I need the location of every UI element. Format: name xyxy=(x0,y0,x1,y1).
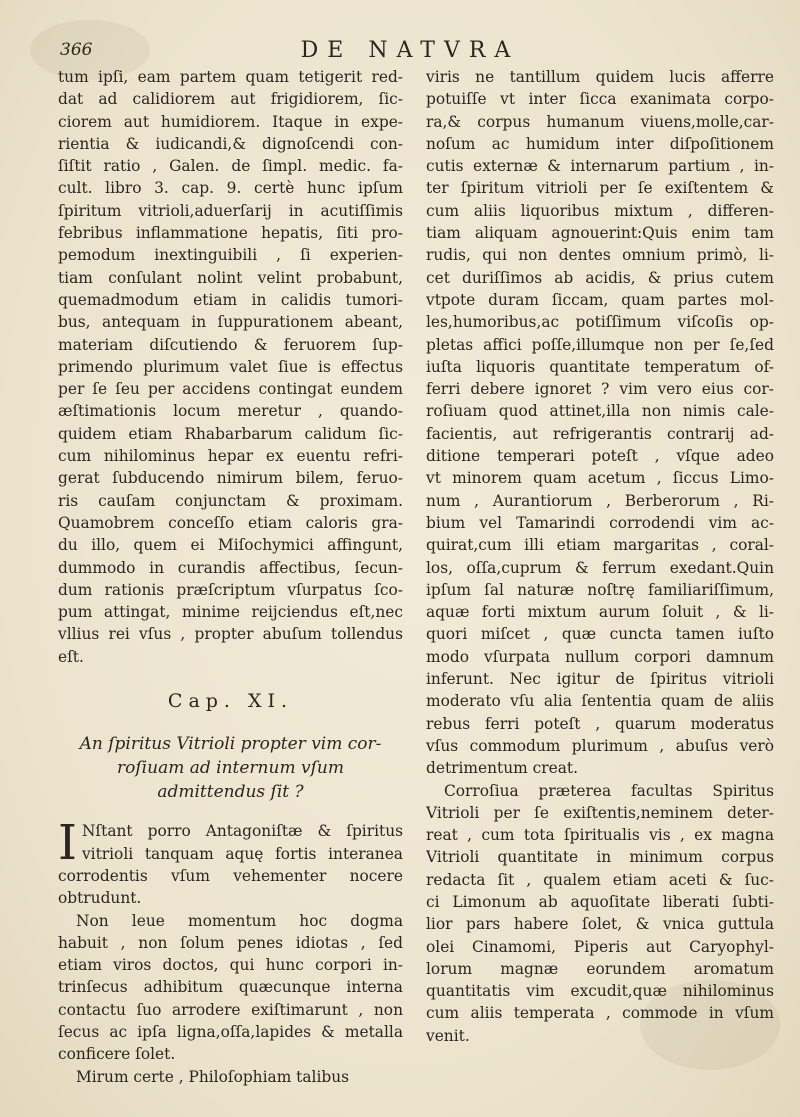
text-line: æſtimationis locum meretur , quando- xyxy=(58,402,403,421)
text-line: materiam diſcutiendo & feruorem ſup- xyxy=(58,335,403,354)
text-line: ditione temperari poteſt , vſque adeo xyxy=(426,447,774,466)
text-line: rebus ferri poteſt , quarum moderatus xyxy=(426,714,774,733)
text-line: los, oſſa,cuprum & ferrum exedant.Quin xyxy=(426,558,774,577)
text-line: habuit , non ſolum penes idiotas , ſed xyxy=(58,933,403,952)
text-line: obtrudunt. xyxy=(58,889,142,908)
text-line: iuſta liquoris quantitate temperatum of- xyxy=(426,357,774,376)
text-line: cult. libro 3. cap. 9. certè hunc ipſum xyxy=(58,179,403,198)
text-line: ſecus ac ipſa ligna,oſſa,lapides & metalla xyxy=(58,1022,403,1041)
text-line: Vitrioli quantitate in minimum corpus xyxy=(426,848,774,867)
text-line: vſus commodum plurimum , abuſus verò xyxy=(426,736,774,755)
left-paragraph-1 xyxy=(58,66,403,668)
text-line: viris ne tantillum quidem lucis afferre xyxy=(426,68,774,86)
text-line: rientia & iudicandi,& dignoſcendi con- xyxy=(58,134,403,153)
left-paragraph-3 xyxy=(58,910,403,1088)
text-line: dummodo in curandis affectibus, ſecun- xyxy=(58,558,403,577)
text-line: modo vſurpata nullum corpori damnum xyxy=(426,647,774,666)
text-line: num , Aurantiorum , Berberorum , Ri- xyxy=(426,491,774,510)
text-line: quemadmodum etiam in calidis tumori- xyxy=(58,290,403,309)
text-line: cum nihilominus hepar ex euentu refri- xyxy=(58,447,403,466)
text-line: bus, antequam in ſuppurationem abeant, xyxy=(58,313,403,332)
text-line: per ſe ſeu per accidens contingat eundem xyxy=(58,380,403,399)
text-line: moderato vſu alia ſententia quam de aliis xyxy=(426,692,774,711)
text-line: rudis, qui non dentes omnium primò, li- xyxy=(426,246,774,265)
text-line: contactu ſuo arrodere exiſtimarunt , non xyxy=(58,1000,403,1019)
text-line: pletas affici poſſe,illumque non per ſe,ſed xyxy=(426,335,774,354)
text-line: noſum ac humidum inter diſpoſitionem xyxy=(426,134,774,153)
chapter-title-line: An ſpiritus Vitrioli propter vim cor- xyxy=(79,734,382,755)
text-line: etiam viros doctos, qui hunc corpori in- xyxy=(58,956,403,975)
text-line: venit. xyxy=(426,1026,470,1045)
text-line: quori miſcet , quæ cuncta tamen iuſto xyxy=(426,625,774,644)
text-line: roſiuam quod attinet,illa non nimis cale- xyxy=(426,402,774,421)
text-line: cet duriſſimos ab acidis, & prius cutem xyxy=(426,268,774,287)
text-line: pemodum inextinguibili , ſi experien- xyxy=(58,246,403,265)
text-line: facientis, aut refrigerantis contrarij ad- xyxy=(426,424,774,443)
text-line: reat , cum tota ſpiritualis vis , ex magna xyxy=(426,826,774,845)
running-title: DE NATVRA xyxy=(300,38,520,63)
text-line: trinſecus adhibitum quæcunque interna xyxy=(58,978,403,997)
text-line: redacta ſit , qualem etiam aceti & ſuc- xyxy=(426,870,774,889)
left-paragraph-2 xyxy=(58,815,403,909)
text-line: cum aliis temperata , commode in vſum xyxy=(426,1004,774,1023)
text-line: quantitatis vim excudit,quæ nihilominus xyxy=(426,982,774,1001)
text-line: lior pars habere ſolet, & vnica guttula xyxy=(426,915,774,934)
text-line: Corroſiua præterea facultas Spiritus xyxy=(444,781,774,800)
text-line: dat ad calidiorem aut frigidiorem, ſic- xyxy=(58,90,403,109)
text-line: quidem etiam Rhabarbarum calidum ſic- xyxy=(58,424,403,443)
text-line: corrodentis vſum vehementer nocere xyxy=(58,866,403,885)
text-line: du illo, quem ei Miſochymici affingunt, xyxy=(58,536,403,555)
text-line: les,humoribus,ac potiſſimum viſcoſis op- xyxy=(426,313,774,332)
chapter-title-line: roſiuam ad internum vſum xyxy=(117,758,344,779)
text-line: ſiſtit ratio , Galen. de ſimpl. medic. fa- xyxy=(58,157,403,176)
text-line: ferri debere ignoret ? vim vero eius cor- xyxy=(426,380,774,399)
chapter-title xyxy=(58,732,403,804)
right-paragraph-1 xyxy=(426,66,774,780)
text-line: olei Cinamomi, Piperis aut Caryophyl- xyxy=(426,937,774,956)
text-line: vitrioli tanquam aquę fortis interanea xyxy=(81,844,403,863)
text-line: gerat ſubducendo nimirum bilem, feruo- xyxy=(58,469,403,488)
text-line: ciorem aut humidiorem. Itaque in expe- xyxy=(58,112,403,131)
text-line: vllius rei vſus , propter abuſum tollendus xyxy=(58,625,403,644)
text-line: quirat,cum illi etiam margaritas , coral- xyxy=(426,536,774,555)
text-line: Mirum certe , Philoſophiam talibus xyxy=(76,1067,350,1086)
right-paragraph-2 xyxy=(426,780,774,1048)
text-line: detrimentum creat. xyxy=(426,759,578,778)
chapter-title-line: admittendus ſit ? xyxy=(157,782,304,803)
text-line: Nſtant porro Antagoniſtæ & ſpiritus xyxy=(81,822,403,841)
text-line: cutis externæ & internarum partium , in- xyxy=(426,157,774,176)
text-line: cum aliis liquoribus mixtum , differen- xyxy=(426,201,774,220)
text-line: vtpote duram ſiccam, quam partes mol- xyxy=(426,290,774,309)
text-line: dum rationis præſcriptum vſurpatus ſco- xyxy=(58,580,403,599)
text-line: potuiſſe vt inter ſicca exanimata corpo- xyxy=(426,90,774,109)
page-header xyxy=(60,38,760,66)
text-line: ipſum ſal naturæ noſtrę familiariſſimum, xyxy=(426,580,774,599)
text-line: ra,& corpus humanum viuens,molle,car- xyxy=(426,112,774,131)
text-line: eſt. xyxy=(58,647,84,666)
chapter-heading: Cap. XI. xyxy=(167,690,294,713)
text-line: aquæ forti mixtum aurum ſoluit , & li- xyxy=(426,603,774,622)
page-number: 366 xyxy=(60,40,93,60)
right-column xyxy=(426,66,774,1047)
left-column xyxy=(58,66,403,1088)
text-line: tiam conſulant nolint velint probabunt, xyxy=(58,268,403,287)
text-line: vt minorem quam acetum , ſiccus Limo- xyxy=(426,469,774,488)
text-line: inferunt. Nec igitur de ſpiritus vitrioli xyxy=(426,670,774,689)
text-line: primendo plurimum valet ſiue is effectus xyxy=(58,357,403,376)
text-line: Quamobrem conceſſo etiam caloris gra- xyxy=(58,513,403,532)
text-line: ſpiritum vitrioli,aduerſarij in acutiſſimis xyxy=(58,201,403,220)
text-line: conficere ſolet. xyxy=(58,1045,176,1064)
text-line: ris cauſam conjunctam & proximam. xyxy=(58,491,403,510)
text-line: Vitrioli per ſe exiſtentis,neminem deter- xyxy=(426,803,774,822)
text-line: bium vel Tamarindi corrodendi vim ac- xyxy=(426,513,774,532)
text-line: ter ſpiritum vitrioli per ſe exiſtentem & xyxy=(426,179,774,198)
text-line: pum attingat, minime reijciendus eſt,nec xyxy=(58,603,403,622)
text-line: febribus inflammatione hepatis, ſiti pro- xyxy=(58,224,403,243)
text-line: tum ipſi, eam partem quam tetigerit red- xyxy=(58,68,403,86)
text-line: Non leue momentum hoc dogma xyxy=(76,911,403,930)
drop-cap-initial: I xyxy=(58,815,77,872)
text-line: tiam aliquam agnouerint:Quis enim tam xyxy=(426,224,774,243)
text-line: ci Limonum ab aquoſitate liberati ſubti- xyxy=(426,892,774,911)
text-line: lorum magnæ eorundem aromatum xyxy=(426,959,774,978)
